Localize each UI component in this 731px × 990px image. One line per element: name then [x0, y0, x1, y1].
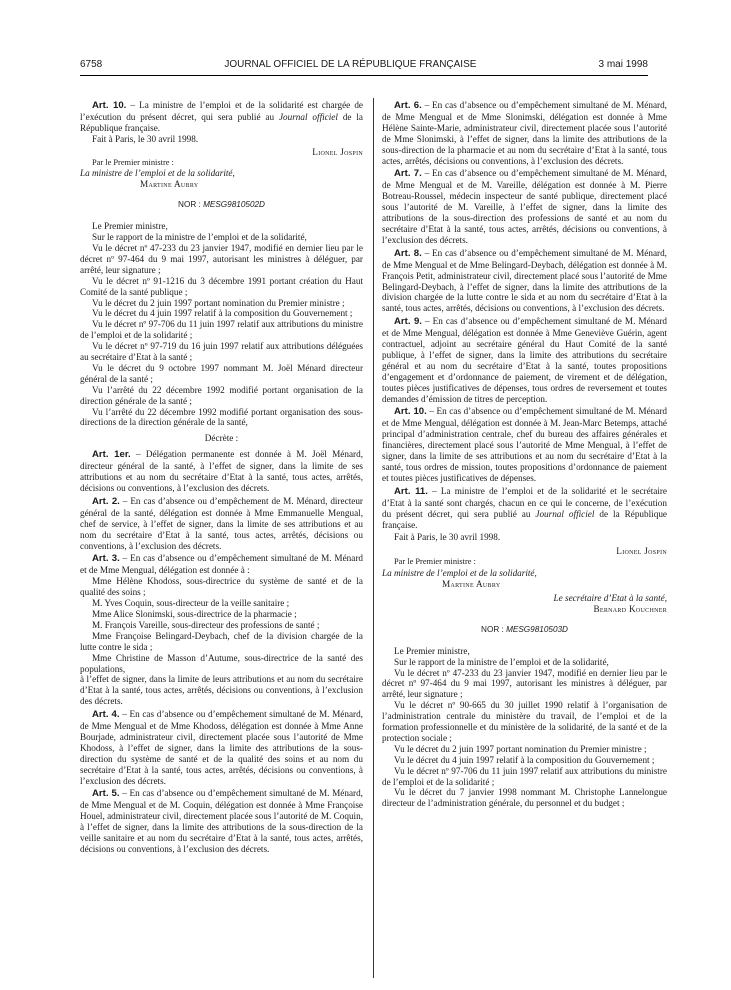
- par-premier-ministre: Par le Premier ministre :: [394, 557, 476, 567]
- article-11: Art. 11. – La ministre de l’emploi et de la solidarité et le secrétaire d’Etat à la santé sont chargés, chacun en ce qui le concerne, de l’exécution du présent décret, qui sera publié au Journal officiel de la République française.: [382, 485, 668, 530]
- signature-kouchner: Bernard Kouchner: [593, 603, 667, 614]
- signature-aubry: Martine Aubry: [140, 179, 199, 190]
- visa: Vu le décret nº 97-706 du 11 juin 1997 relatif aux attributions du ministre de l’emploi et de la solidarité ;: [80, 319, 363, 341]
- nor-reference: NOR : MESG9810502D: [178, 200, 265, 210]
- list-item: Mme Alice Slonimski, sous-directrice de la pharmacie ;: [92, 608, 297, 619]
- list-item: Mme Françoise Belingard-Deybach, chef de la division chargée de la lutte contre le sida ;: [80, 630, 363, 652]
- article-2: Art. 2. – En cas d’absence ou d’empêchement de M. Ménard, directeur général de la santé, délégation est donnée à Mme Emmanuelle Mengual, chef de service, à l’effet de signer, dans la limite de ses attributions et au nom du secrétaire d’Etat à la santé, tous actes, arrêtés, décisions ou conventions, à l’exclusion des décrets.: [80, 495, 363, 551]
- list-item: M. Yves Coquin, sous-directeur de la veille sanitaire ;: [92, 598, 290, 609]
- par-premier-ministre: Par le Premier ministre :: [92, 157, 174, 167]
- list-item: M. François Vareille, sous-directeur des professions de santé ;: [92, 619, 320, 630]
- premier-ministre: Le Premier ministre,: [92, 221, 168, 232]
- signature-jospin: Lionel Jospin: [312, 146, 363, 157]
- visa: Vu l’arrêté du 22 décembre 1992 modifié portant organisation des sous-directions de la direction générale de la santé,: [80, 406, 363, 428]
- decrete: Décrète :: [204, 433, 239, 444]
- right-column: [382, 100, 667, 809]
- list-item: Mme Christine de Masson d’Autume, sous-directrice de la santé des populations,: [80, 652, 363, 674]
- visa: Sur le rapport de la ministre de l’emploi et de la solidarité,: [92, 232, 307, 243]
- left-column: [80, 100, 363, 855]
- visa: Vu le décret nº 47-233 du 23 janvier 1947, modifié en dernier lieu par le décret nº 97-464 du 9 mai 1997, autorisant les ministres à déléguer, par arrêté, leur signature ;: [382, 667, 667, 700]
- issue-date: 3 mai 1998: [598, 59, 648, 70]
- visa: Vu le décret du 9 octobre 1997 nommant M. Joël Ménard directeur général de la santé ;: [80, 362, 363, 384]
- article-8: Art. 8. – En cas d’absence ou d’empêchement simultané de M. Ménard, de Mme Mengual et de Mme Belingard-Deybach, délégation est donnée à M. François Petit, administrateur civil, directement placé sous l’autorité de Mme Belingard-Deybach, à l’effet de signer, dans la limite des attributions de la division chargée de la lutte contre le sida et au nom du secrétaire d’Etat à la santé, tous actes, arrêtés, décisions ou conventions, à l’exclusion des décrets.: [382, 247, 667, 314]
- article-5: Art. 5. – En cas d’absence ou d’empêchement simultané de M. Ménard, de Mme Mengual et de M. Coquin, délégation est donnée à Mme Françoise Houel, administrateur civil, directement placée sous l’autorité de M. Coquin, à l’effet de signer, dans la limite des attributions de la sous-direction de la veille sanitaire et au nom du secrétaire d’Etat à la santé, tous actes, arrêtés, décisions ou conventions, à l’exclusion des décrets.: [80, 788, 363, 854]
- premier-ministre: Le Premier ministre,: [394, 645, 470, 656]
- visa: Vu le décret du 7 janvier 1998 nommant M. Christophe Lannelongue directeur de l’administration générale, du personnel et du budget ;: [382, 787, 667, 809]
- visa: Vu le décret nº 97-719 du 16 juin 1997 relatif aux attributions déléguées au secrétaire d’Etat à la santé ;: [80, 341, 363, 363]
- visa: Vu le décret du 4 juin 1997 relatif à la composition du Gouvernement ;: [394, 754, 655, 765]
- visa: Vu le décret du 2 juin 1997 portant nomination du Premier ministre ;: [92, 297, 345, 308]
- article-3-end: à l’effet de signer, dans la limite de leurs attributions et au nom du secrétaire d’Etat à la santé, tous actes, arrêtés, décisions ou conventions, à l’exclusion des décrets.: [80, 674, 363, 707]
- page-number: 6758: [80, 59, 103, 70]
- header-rule: [80, 75, 648, 76]
- article-1: Art. 1er. – Délégation permanente est donnée à M. Joël Ménard, directeur général de la santé, à l’effet de signer, dans la limite de ses attributions et au nom du secrétaire d’Etat à la santé, tous actes, arrêtés, décisions ou conventions, à l’exclusion des décrets.: [80, 449, 363, 493]
- signature-aubry: Martine Aubry: [442, 579, 501, 590]
- journal-title: JOURNAL OFFICIEL DE LA RÉPUBLIQUE FRANÇAISE: [224, 59, 477, 70]
- visa: Vu le décret nº 90-665 du 30 juillet 1990 relatif à l’organisation de l’administration centrale du ministère du travail, de l’emploi et de la formation professionnelle et du ministère de la solidarité, de la santé et de la protection sociale ;: [382, 700, 667, 743]
- visa: Vu le décret nº 97-706 du 11 juin 1997 relatif aux attributions du ministre de l’emploi et de la solidarité ;: [382, 765, 667, 787]
- article-6: Art. 6. – En cas d’absence ou d’empêchement simultané de M. Ménard, de Mme Mengual et de Mme Slonimski, délégation est donnée à Mme Hélène Sainte-Marie, administrateur civil, directement placée sous l’autorité de Mme Slonimski, à l’effet de signer, dans la limite des attributions de la sous-direction de la pharmacie et au nom du secrétaire d’Etat à la santé, tous actes, arrêtés, décisions ou conventions, à l’exclusion des décrets.: [382, 100, 667, 166]
- visa: Vu l’arrêté du 22 décembre 1992 modifié portant organisation de la direction générale de la santé ;: [80, 384, 363, 406]
- article-10-left: Art. 10. – La ministre de l’emploi et de la solidarité est chargée de l’exécution du présent décret, qui sera publié au Journal officiel de la République française.: [80, 100, 364, 133]
- visa: Vu le décret nº 91-1216 du 3 décembre 1991 portant création du Haut Comité de la santé publique ;: [80, 275, 363, 297]
- column-divider: [373, 98, 374, 978]
- visa: Sur le rapport de la ministre de l’emploi et de la solidarité,: [394, 656, 609, 667]
- article-3: Art. 3. – En cas d’absence ou d’empêchement simultané de M. Ménard et de Mme Mengual, délégation est donnée à :: [80, 553, 363, 576]
- article-7: Art. 7. – En cas d’absence ou d’empêchement simultané de M. Ménard, de Mme Mengual et de M. Vareille, délégation est donnée à M. Pierre Botreau-Roussel, médecin inspecteur de santé publique, directement placé sous l’autorité de M. Vareille, à l’effet de signer, dans la limite des attributions de la sous-direction des professions de santé et au nom du secrétaire d’Etat à la santé, tous actes, arrêtés, décisions ou conventions, à l’exclusion des décrets.: [382, 168, 667, 245]
- list-item: Mme Hélène Khodoss, sous-directrice du système de santé et de la qualité des soins ;: [80, 576, 363, 598]
- secretaire-title: Le secrétaire d’Etat à la santé,: [553, 592, 667, 603]
- nor-reference: NOR : MESG9810503D: [481, 624, 568, 634]
- ministre-title: La ministre de l’emploi et de la solidarité,: [80, 168, 235, 179]
- page-header: [80, 59, 648, 73]
- article-10-right: Art. 10. – En cas d’absence ou d’empêchement simultané de M. Ménard et de Mme Mengual, délégation est donnée à M. Jean-Marc Betemps, attaché principal d’administration centrale, chef du bureau des affaires générales et financières, directement placé sous l’autorité de Mme Mengual, à l’effet de signer, dans la limite de ses attributions et au nom du secrétaire d’Etat à la santé, tous ordres de mission, toutes propositions d’ordonnance de paiement et toutes pièces justificatives de dépenses.: [382, 406, 667, 483]
- article-4: Art. 4. – En cas d’absence ou d’empêchement simultané de M. Ménard, de Mme Mengual et de Mme Khodoss, délégation est donnée à Mme Anne Bourjade, administrateur civil, directement placée sous l’autorité de Mme Khodoss, à l’effet de signer, dans la limite des attributions de la sous-direction du système de santé et de la qualité des soins et au nom du secrétaire d’Etat à la santé, tous actes, arrêtés, décisions ou conventions, à l’exclusion des décrets.: [80, 709, 363, 786]
- signature-jospin: Lionel Jospin: [616, 546, 667, 557]
- visa: Vu le décret nº 47-233 du 23 janvier 1947, modifié en dernier lieu par le décret nº 97-464 du 9 mai 1997, autorisant les ministres à déléguer, par arrêté, leur signature ;: [80, 242, 363, 275]
- fait-a-paris: Fait à Paris, le 30 avril 1998.: [394, 532, 501, 543]
- article-9: Art. 9. – En cas d’absence ou d’empêchement simultané de M. Ménard et de Mme Mengual, délégation est donnée à Mme Geneviève Guérin, agent contractuel, adjoint au secrétaire général du Haut Comité de la santé publique, à l’effet de signer, dans la limite des attributions du secrétaire général et au nom du secrétaire d’Etat à la santé, toutes propositions d’engagement et d’ordonnance de paiement, de virement et de délégation, toutes pièces justificatives de dépenses, tous ordres de reversement et toutes demandes d’émission de titres de perception.: [382, 316, 667, 404]
- fait-a-paris: Fait à Paris, le 30 avril 1998.: [92, 133, 199, 144]
- ministre-title: La ministre de l’emploi et de la solidarité,: [382, 568, 537, 579]
- visa: Vu le décret du 2 juin 1997 portant nomination du Premier ministre ;: [394, 743, 647, 754]
- visa: Vu le décret du 4 juin 1997 relatif à la composition du Gouvernement ;: [92, 308, 353, 319]
